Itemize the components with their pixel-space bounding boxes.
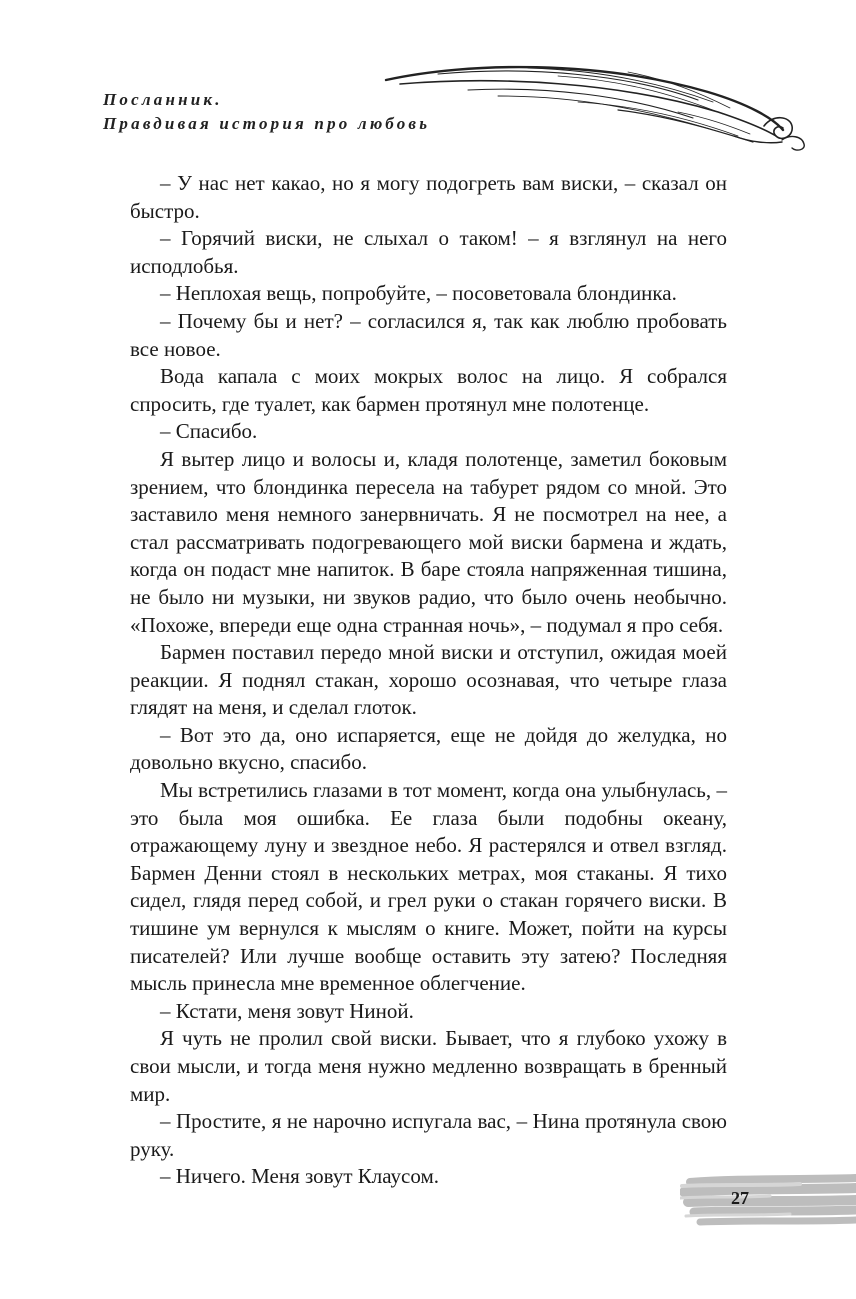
paragraph: Бармен поставил передо мной виски и отступил, ожидая моей реакции. Я поднял стакан, хорошо осознавая, что четыре глаза глядят на меня, и сделал глоток. bbox=[130, 640, 727, 720]
paragraph: Я чуть не пролил свой виски. Бывает, что я глубоко ухожу в свои мысли, и тогда меня нужно медленно возвращать в бренный мир. bbox=[130, 1026, 727, 1106]
paragraph: – Кстати, меня зовут Ниной. bbox=[160, 998, 414, 1023]
paragraph: Вода капала с моих мокрых волос на лицо. Я собрался спросить, где туалет, как бармен протянул мне полотенце. bbox=[130, 364, 727, 416]
book-title-line-1: Посланник. bbox=[103, 90, 223, 109]
paragraph: Мы встретились глазами в тот момент, когда она улыбнулась, – это была моя ошибка. Ее глаза были подобны океану, отражающему луну и звездное небо. Я растерялся и отвел взгляд. Бармен Денни стоял в нескольких метрах, моя стаканы. Я тихо сидел, глядя перед собой, и грел руки о стакан горячего виски. В тишине ум вернулся к мыслям о книге. Может, пойти на курсы писателей? Или лучше вообще оставить эту затею? Последняя мысль принесла мне временное облегчение. bbox=[130, 778, 727, 996]
paragraph: – Вот это да, оно испаряется, еще не дойдя до желудка, но довольно вкусно, спасибо. bbox=[130, 722, 727, 775]
paragraph: – Спасибо. bbox=[160, 419, 258, 444]
book-title-line-2: Правдивая история про любовь bbox=[103, 114, 431, 133]
paragraph: – Простите, я не нарочно испугала вас, – Нина протянула свою руку. bbox=[130, 1109, 727, 1161]
paragraph: – Почему бы и нет? – согласился я, так как люблю пробовать все новое. bbox=[130, 308, 727, 361]
brush-stroke-band bbox=[680, 1172, 856, 1230]
paragraph: Я вытер лицо и волосы и, кладя полотенце, заметил боковым зрением, что блондинка пересела на табурет рядом со мной. Это заставило меня немного занервничать. Я не посмотрел на нее, а стал рассматривать подогревающего мой виски бармена и ждать, когда он подаст мне напиток. В баре стояла напряженная тишина, не было ни музыки, ни звуков радио, что было очень необычно. «Похоже, впереди еще одна странная ночь», – подумал я про себя. bbox=[130, 446, 727, 637]
paragraph: – Горячий виски, не слыхал о таком! – я взглянул на него исподлобья. bbox=[130, 226, 727, 278]
paragraph: – У нас нет какао, но я могу подогреть вам виски, – сказал он быстро. bbox=[130, 171, 727, 223]
body-text bbox=[130, 170, 727, 1191]
feather-quill-icon bbox=[378, 52, 818, 152]
paragraph: – Неплохая вещь, попробуйте, – посоветовала блондинка. bbox=[160, 281, 677, 306]
paragraph: – Ничего. Меня зовут Клаусом. bbox=[160, 1164, 439, 1189]
page-number: 27 bbox=[731, 1188, 749, 1208]
